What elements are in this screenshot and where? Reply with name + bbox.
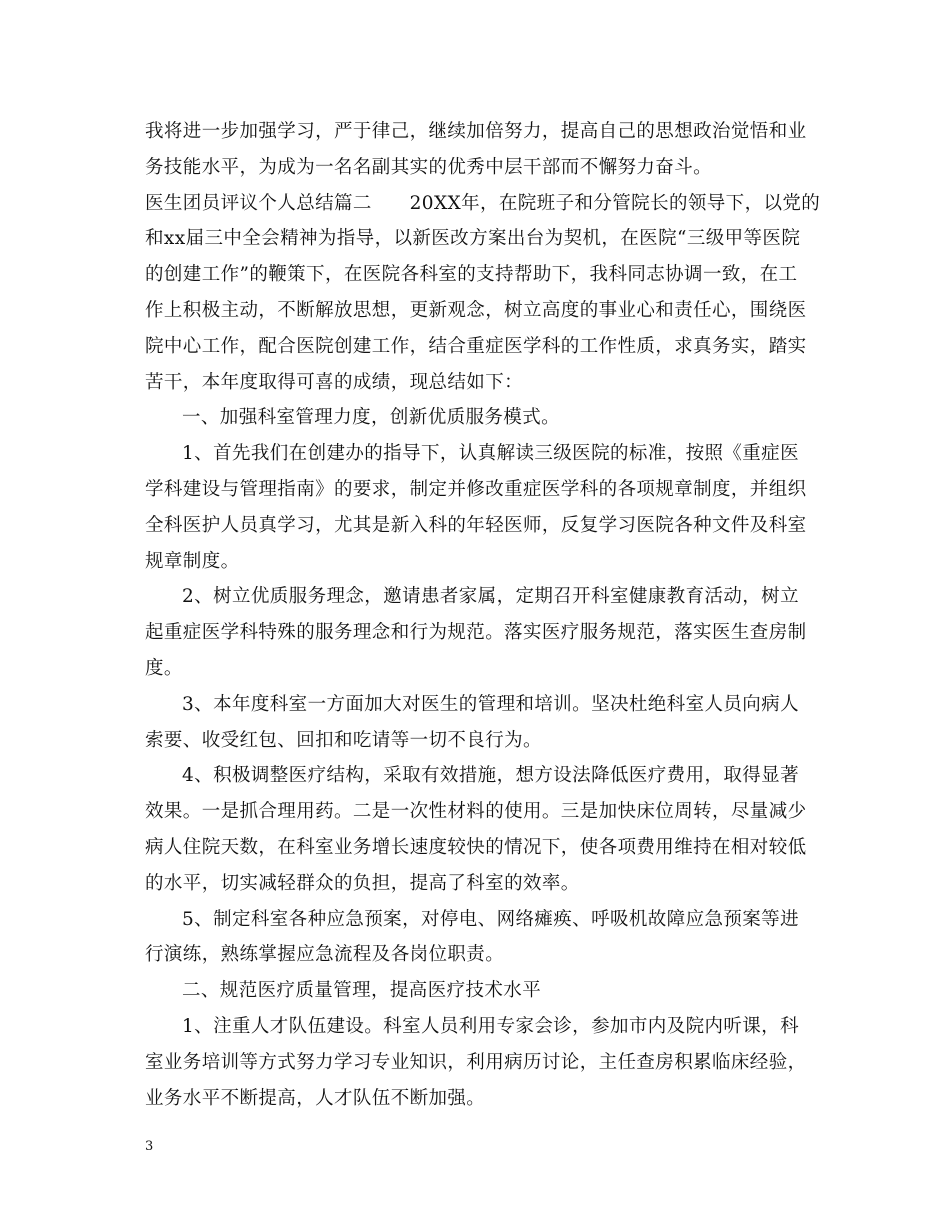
text-line: 二、规范医疗质量管理，提高医疗技术水平 <box>182 980 542 1002</box>
text-line: 全科医护人员真学习，尤其是新入科的年轻医师，反复学习医院各种文件及科室 <box>145 514 807 536</box>
text-line: 2、树立优质服务理念，邀请患者家属，定期召开科室健康教育活动，树立 <box>182 586 799 608</box>
page-number: 3 <box>145 1139 154 1154</box>
text-line: 规章制度。 <box>145 550 240 572</box>
text-line: 度。 <box>145 657 183 679</box>
text-line: 3、本年度科室一方面加大对医生的管理和培训。坚决杜绝科室人员向病人 <box>182 693 799 715</box>
text-line: 4、积极调整医疗结构，采取有效措施，想方设法降低医疗费用，取得显著 <box>182 765 799 787</box>
text-line: 作上积极主动，不断解放思想，更新观念，树立高度的事业心和责任心，围绕医 <box>145 299 807 321</box>
text-line: 效果。一是抓合理用药。二是一次性材料的使用。三是加快床位周转，尽量减少 <box>145 801 807 823</box>
text-line: 一、加强科室管理力度，创新优质服务模式。 <box>182 407 561 429</box>
text-line: 院中心工作，配合医院创建工作，结合重症医学科的工作性质，求真务实，踏实 <box>145 335 807 357</box>
text-line: 病人住院天数，在科室业务增长速度较快的情况下，使各项费用维持在相对较低 <box>145 836 807 858</box>
text-line: 5、制定科室各种应急预案，对停电、网络瘫痪、呼吸机故障应急预案等进 <box>182 908 799 930</box>
text-line: 行演练，熟练掌握应急流程及各岗位职责。 <box>145 944 505 966</box>
text-line: 我将进一步加强学习，严于律己，继续加倍努力，提高自己的思想政治觉悟和业 <box>145 121 807 142</box>
text-line: 室业务培训等方式努力学习专业知识，利用病历讨论，主任查房积累临床经验， <box>145 1051 807 1073</box>
document-body <box>145 114 821 1116</box>
text-line: 苦干，本年度取得可喜的成绩，现总结如下： <box>145 371 524 393</box>
text-line: 1、首先我们在创建办的指导下，认真解读三级医院的标准，按照《重症医 <box>182 443 799 465</box>
text-line: 和xx届三中全会精神为指导，以新医改方案出台为契机，在医院“三级甲等医院 <box>145 228 801 250</box>
text-line: 务技能水平，为成为一名名副其实的优秀中层干部而不懈努力奋斗。 <box>145 156 713 178</box>
text-line: 1、注重人才队伍建设。科室人员利用专家会诊，参加市内及院内听课，科 <box>182 1015 799 1037</box>
text-line: 业务水平不断提高，人才队伍不断加强。 <box>145 1087 486 1109</box>
text-line: 医生团员评议个人总结篇二 20XX年，在院班子和分管院长的领导下，以党的 <box>145 192 821 214</box>
text-line: 起重症医学科特殊的服务理念和行为规范。落实医疗服务规范，落实医生查房制 <box>145 622 807 644</box>
text-line: 的创建工作”的鞭策下，在医院各科室的支持帮助下，我科同志协调一致，在工 <box>145 264 798 286</box>
text-line: 索要、收受红包、回扣和吃请等一切不良行为。 <box>145 729 542 751</box>
text-line: 学科建设与管理指南》的要求，制定并修改重症医学科的各项规章制度，并组织 <box>145 478 807 500</box>
text-line: 的水平，切实减轻群众的负担，提高了科室的效率。 <box>145 872 580 894</box>
